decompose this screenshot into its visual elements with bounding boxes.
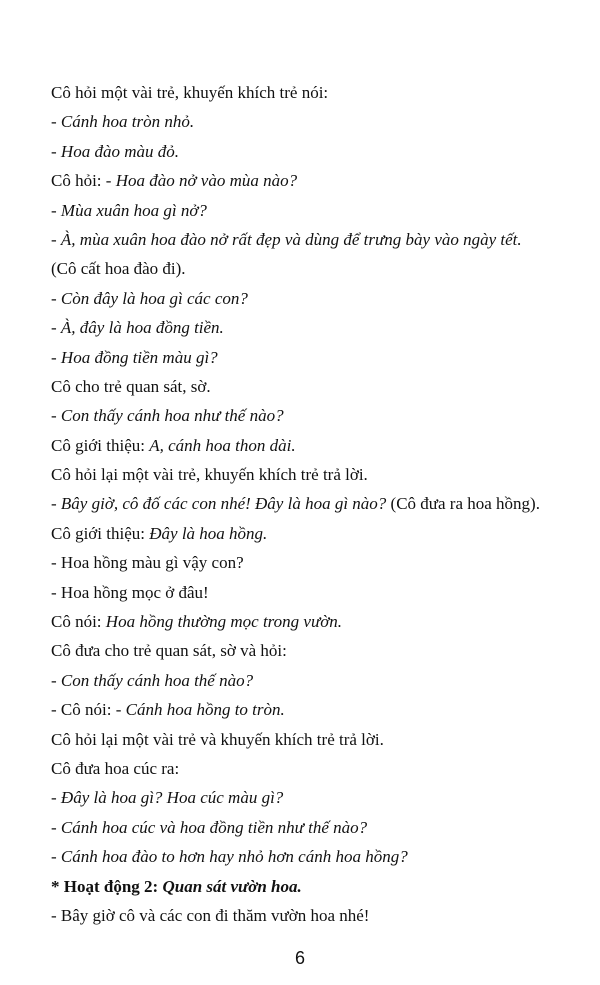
- text-line: [51, 813, 581, 842]
- text-line: [51, 225, 581, 254]
- italic-text: Hoa đào nở vào mùa nào?: [115, 171, 298, 191]
- text: Cô đưa cho trẻ quan sát, sờ và hỏi:: [51, 641, 287, 661]
- italic-text: - Cánh hoa đào to hơn hay nhỏ hơn cánh hoa hồng?: [51, 847, 408, 867]
- text-line: [51, 695, 581, 724]
- text: Cô đưa hoa cúc ra:: [51, 758, 180, 778]
- section-heading: [51, 872, 581, 901]
- text: - Hoa hồng mọc ở đâu!: [51, 582, 209, 602]
- text-line: [51, 783, 581, 812]
- italic-text: Cánh hoa hồng to tròn.: [125, 700, 285, 720]
- italic-text: A, cánh hoa thon dài.: [149, 435, 296, 455]
- text-line: [51, 548, 581, 577]
- italic-text: - À, mùa xuân hoa đào nở rất đẹp và dùng để trưng bày vào ngày tết.: [51, 229, 522, 249]
- text: - Hoa hồng màu gì vậy con?: [51, 553, 244, 573]
- text: Cô hỏi lại một vài trẻ, khuyến khích trẻ trả lời.: [51, 465, 368, 485]
- text-line: [51, 313, 581, 342]
- italic-text: - Con thấy cánh hoa như thế nào?: [51, 406, 284, 426]
- text: (Cô cất hoa đào đi).: [51, 259, 186, 279]
- italic-text: - Con thấy cánh hoa thế nào?: [51, 670, 254, 690]
- text-line: [51, 578, 581, 607]
- text: - Bây giờ cô và các con đi thăm vườn hoa nhé!: [51, 905, 370, 925]
- text-line: [51, 636, 581, 665]
- text-line: [51, 519, 581, 548]
- text-line: [51, 754, 581, 783]
- text-line: [51, 137, 581, 166]
- text: Cô cho trẻ quan sát, sờ.: [51, 376, 211, 396]
- page-number: 6: [294, 948, 305, 968]
- text: Cô giới thiệu:: [51, 435, 150, 455]
- italic-text: - Bây giờ, cô đố các con nhé! Đây là hoa gì nào?: [51, 494, 387, 514]
- text-line: [51, 166, 581, 195]
- text-line: [51, 254, 581, 283]
- text-line: [51, 725, 581, 754]
- italic-text: - Cánh hoa tròn nhỏ.: [51, 112, 195, 132]
- italic-text: - À, đây là hoa đồng tiền.: [51, 318, 224, 338]
- text-line: [51, 901, 581, 930]
- italic-text: Hoa hồng thường mọc trong vườn.: [105, 612, 343, 632]
- text-line: [51, 196, 581, 225]
- text-line: [51, 607, 581, 636]
- text-line: [51, 489, 581, 518]
- italic-text: - Đây là hoa gì? Hoa cúc màu gì?: [51, 788, 284, 808]
- text-line: [51, 372, 581, 401]
- heading-title: Quan sát vườn hoa.: [162, 876, 302, 896]
- text: Cô giới thiệu:: [51, 523, 150, 543]
- heading-label: * Hoạt động 2:: [51, 876, 163, 896]
- text-line: [51, 431, 581, 460]
- text-line: [51, 78, 581, 107]
- text: - Cô nói: -: [51, 700, 126, 720]
- text-line: [51, 343, 581, 372]
- text: Cô nói:: [51, 612, 106, 632]
- text-line: [51, 107, 581, 136]
- italic-text: - Hoa đào màu đỏ.: [51, 141, 179, 161]
- text-line: [51, 460, 581, 489]
- text: Cô hỏi lại một vài trẻ và khuyến khích trẻ trả lời.: [51, 729, 384, 749]
- italic-text: - Mùa xuân hoa gì nở?: [51, 200, 207, 220]
- italic-text: - Còn đây là hoa gì các con?: [51, 288, 248, 308]
- italic-text: Đây là hoa hồng.: [149, 523, 268, 543]
- text-line: [51, 284, 581, 313]
- text-line: [51, 842, 581, 871]
- text: Cô hỏi một vài trẻ, khuyến khích trẻ nói:: [51, 83, 329, 102]
- italic-text: - Hoa đồng tiền màu gì?: [51, 347, 218, 367]
- text-line: [51, 666, 581, 695]
- document-body: [51, 78, 581, 930]
- italic-text: - Cánh hoa cúc và hoa đồng tiền như thế nào?: [51, 817, 368, 837]
- text: (Cô đưa ra hoa hồng).: [386, 494, 540, 514]
- text: Cô hỏi: -: [51, 171, 116, 191]
- text-line: [51, 401, 581, 430]
